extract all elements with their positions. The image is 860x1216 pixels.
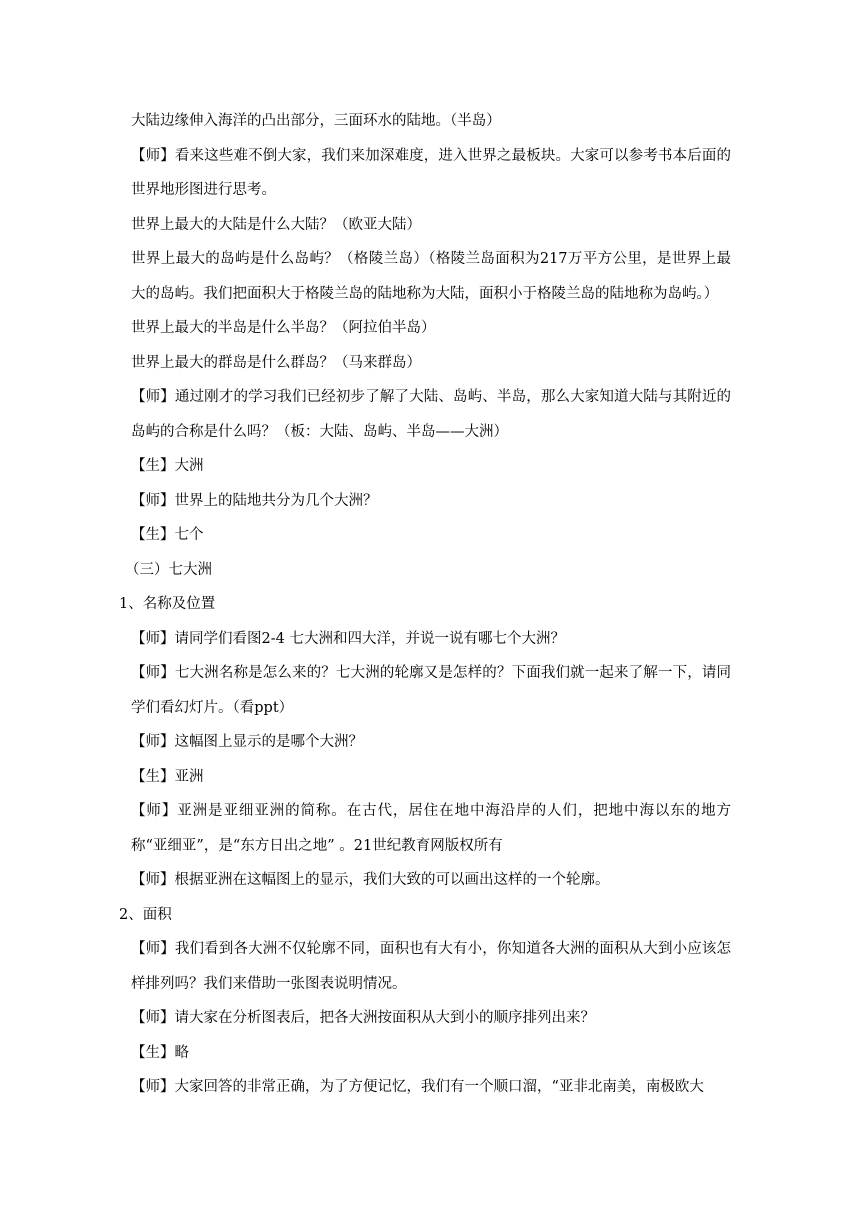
paragraph-teacher-asia-explanation: 【师】亚洲是亚细亚洲的简称。在古代，居住在地中海沿岸的人们，把地中海以东的地方称“亚细亚”，是“东方日出之地” 。21世纪教育网版权所有: [131, 803, 731, 854]
paragraph-teacher-which-continent: 【师】这幅图上显示的是哪个大洲？: [131, 734, 363, 750]
paragraph-teacher-continent-question: 【师】通过刚才的学习我们已经初步了解了大陆、岛屿、半岛，那么大家知道大陆与其附近的岛屿的合称是什么吗？（板：大陆、岛屿、半岛——大洲）: [131, 389, 731, 440]
paragraph-teacher-how-many: 【师】世界上的陆地共分为几个大洲？: [131, 492, 378, 509]
subheading-area: 2、面积: [119, 906, 172, 923]
paragraph-teacher-mnemonic: 【师】大家回答的非常正确，为了方便记忆，我们有一个顺口溜，“亚非北南美，南极欧大: [131, 1079, 704, 1095]
paragraph-teacher-outline: 【师】根据亚洲在这幅图上的显示，我们大致的可以画出这样的一个轮廓。: [131, 872, 610, 888]
paragraph-teacher-names-origin: 【师】七大洲名称是怎么来的？七大洲的轮廓又是怎样的？下面我们就一起来了解一下，请同学们看幻灯片。（看ppt）: [131, 665, 731, 716]
paragraph-teacher-sort-question: 【师】请大家在分析图表后，把各大洲按面积从大到小的顺序排列出来？: [131, 1010, 595, 1026]
section-heading-seven-continents: （三）七大洲: [125, 561, 212, 578]
paragraph-teacher-world-records-intro: 【师】看来这些难不倒大家，我们来加深难度，进入世界之最板块。大家可以参考书本后面的世界地形图进行思考。: [131, 147, 731, 198]
paragraph-student-asia: 【生】亚洲: [131, 768, 204, 785]
subheading-name-location: 1、名称及位置: [119, 596, 216, 612]
paragraph-teacher-area-question: 【师】我们看到各大洲不仅轮廓不同，面积也有大有小，你知道各大洲的面积从大到小应该怎样排列吗？我们来借助一张图表说明情况。: [131, 941, 731, 992]
paragraph-student-answer-seven: 【生】七个: [131, 527, 204, 543]
paragraph-teacher-look-figure: 【师】请同学们看图2-4 七大洲和四大洋，并说一说有哪七个大洲？: [131, 630, 565, 647]
paragraph-peninsula-definition: 大陆边缘伸入海洋的凸出部分，三面环水的陆地。（半岛）: [131, 113, 501, 129]
paragraph-largest-archipelago: 世界上最大的群岛是什么群岛？（马来群岛）: [131, 354, 421, 371]
paragraph-largest-continent: 世界上最大的大陆是什么大陆？（欧亚大陆）: [131, 216, 421, 233]
paragraph-student-omitted: 【生】略: [131, 1044, 189, 1061]
paragraph-largest-island: 世界上最大的岛屿是什么岛屿？（格陵兰岛）（格陵兰岛面积为217万平方公里，是世界上最大的岛屿。我们把面积大于格陵兰岛的陆地称为大陆，面积小于格陵兰岛的陆地称为岛屿。）: [131, 251, 731, 302]
document-body: [119, 104, 731, 1105]
paragraph-student-answer-continent: 【生】大洲: [131, 458, 204, 474]
paragraph-largest-peninsula: 世界上最大的半岛是什么半岛？（阿拉伯半岛）: [131, 320, 436, 336]
